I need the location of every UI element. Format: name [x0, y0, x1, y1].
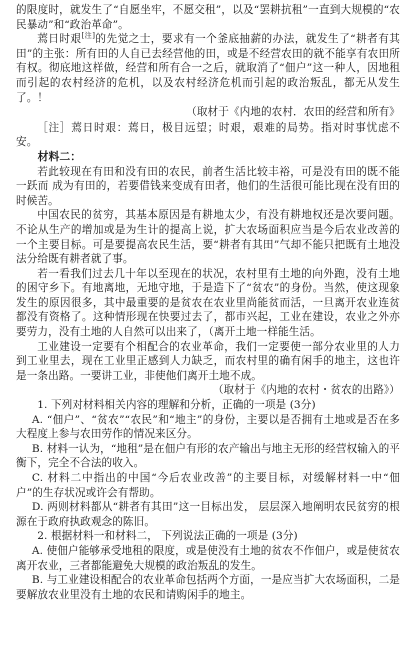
question1-option-d: D. 两则材料都从“耕者有其田”这一目标出发， 层层深入地阐明农民贫穷的根源在于政府执政观念的陈旧。: [16, 501, 400, 528]
question1-option-c: C. 材料二中指出的中国“今后农业改善”的主要目标，对缓解材料一中“佃户”的生存状况或许会有帮助。: [16, 472, 400, 499]
material1-paragraph-tail: 的限度时，就发生了“自愿坐牢，不愿交租”，以及“罢耕抗租”一直到大规模的“农民暴动”和“政治革命”。: [16, 4, 400, 31]
material2-paragraph: 若此较现在有田和没有田的农民，前者生活比较丰裕，可是没有田的既不能一跃而 成为有田的，若要借钱来变成有田者，他们的生活很可能比现在没有田的时候苦。: [16, 165, 400, 207]
footnote-marker: [注]: [81, 31, 96, 40]
para-lead: 蔫日时艰: [37, 33, 82, 46]
question2-option-b: B. 与工业建设相配合的农业革命包括两个方面，一是应当扩大农场面积，二是要解放农业里没有土地的农民和请购闲手的地主。: [16, 574, 400, 601]
material1-note: ［注］蔫日时艰：蔫日，极目远望；时艰，艰难的局势。指对时事忧虑不安。: [16, 121, 400, 149]
question1-option-a: A. “佃户”、“贫农”“农民”和“地主”的身份，主要以是否拥有土地或是否在多大程度上参与农田劳作的情况来区分。: [16, 413, 400, 441]
para-rest: 的先觉之士，要求有一个釜底抽薪的办法，就发生了“耕者有其田”的主张：所有田的人自已去经营他的田，或是不经营农田的就不能享有农田所有权。彻底地这样做，经营和所有合一之后，就取消了“佃户”这一种人，因地租而引起的农村经济的危机，以及农村经济危机而引起的政治叛乱，都无从发生了。！: [16, 33, 400, 104]
material1-source: （取材于《内地的农村．农田的经营和所有》: [186, 106, 400, 119]
material2-paragraph: 若一看我们过去几十年以至现在的状况，农村里有土地的向外跑，没有土地的困守乡下。有地离地，无地守地，于是造下了“贫农”的身份。当然，使这现象发生的原因很多，其中最重要的是贫农在农业里尚能贫而活，一旦离开农业连贫都没有资格了。这种情形现在快要过去了，都市兴起，工业在建设，农业之外亦要劳力，没有土地的人自然可以出来了，（离开土地一样能生活。: [16, 267, 400, 339]
material2-source: （取材于《内地的农村・贫农的出路》）: [212, 384, 400, 397]
question2-option-a: A. 使佃户能够承受地租的限度，或是使没有土地的贫农不作佃户，或是使贫农离开农业，三者都能避免大规模的政治叛乱的发生。: [16, 544, 400, 572]
question2-stem: 2. 根据材料一和材料二， 下列说法正确的一项是 (3分): [37, 530, 298, 543]
question1-option-b: B. 材料一认为，“地租”是在佃户有形的农产输出与地主无形的经营权输入的平衡下，完全不合法的收入。: [16, 442, 400, 470]
material2-paragraph: 中国农民的贫穷，其基本原因是有耕地太少，有没有耕地权还是次要问题。不论从生产的增加或是为生计的提高上说，扩大农场面积应当是今后农业改善的一个主要目标。可是要提高农民生活，要“耕者有其田”气却不能只把既有土地没法分给既有耕者就了事。: [16, 209, 400, 266]
material1-paragraph: [16, 32, 400, 105]
material2-heading: 材料二：: [37, 149, 82, 163]
material2-paragraph: 工业建设一定要有个相配合的农业革命，我们一定要使一部分农业里的人力到工业里去，现在工业里正感到人力缺乏，而农村里的确有闲手的地主，这也许是一条出路。一要讲工业，非使他们离开土地不成。: [16, 340, 400, 382]
question1-stem: 1. 下列对材料相关内容的理解和分析，正确的一项是 (3分): [37, 399, 316, 412]
